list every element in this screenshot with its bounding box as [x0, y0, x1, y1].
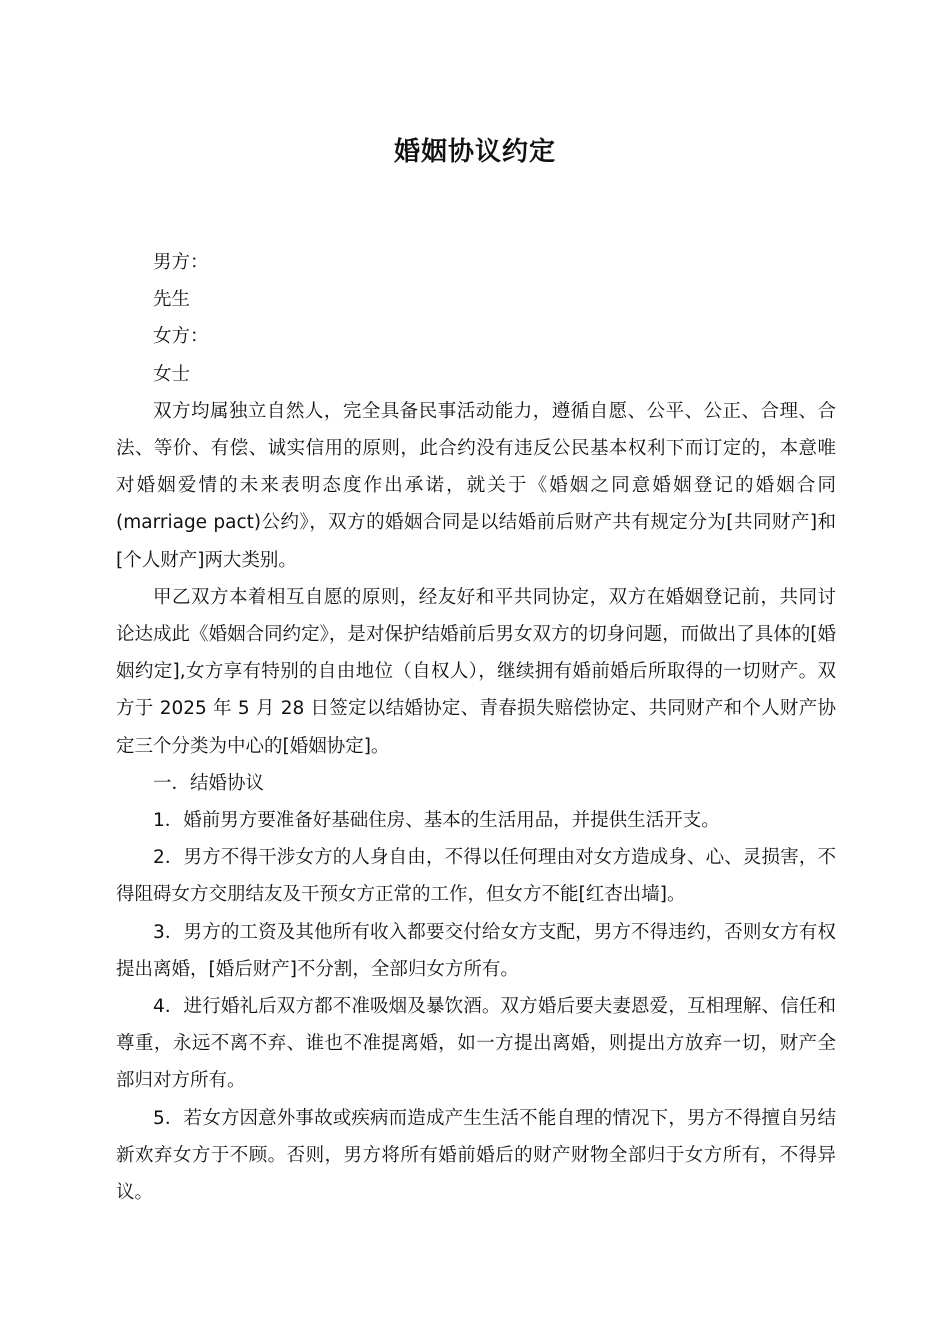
document-title: 婚姻协议约定: [393, 137, 556, 167]
clause-4: 4．进行婚礼后双方都不准吸烟及暴饮酒。双方婚后要夫妻恩爱，互相理解、信任和尊重，永远不离不弃、谁也不准提离婚，如一方提出离婚，则提出方放弃一切，财产全部归对方所有。: [116, 996, 836, 1092]
male-party-title: 先生: [153, 289, 191, 311]
male-party-label: 男方：: [153, 252, 209, 273]
female-party-label: 女方：: [153, 326, 209, 348]
section-heading-marriage-agreement: 一．结婚协议: [153, 772, 265, 794]
agreement-intro-paragraph: 甲乙双方本着相互自愿的原则，经友好和平共同协定，双方在婚姻登记前，共同讨论达成此《婚姻合同约定》，是对保护结婚前后男女双方的切身问题，而做出了具体的[婚姻约定],女方享有特别的自由地位（自权人），继续拥有婚前婚后所取得的一切财产。双方于 2025 年 5 月 28 日签定以结婚协定、青春损失赔偿协定、共同财产和个人财产协定三个分类为中心的[婚姻协定]。: [116, 586, 836, 757]
clause-5: 5．若女方因意外事故或疾病而造成产生生活不能自理的情况下，男方不得擅自另结新欢弃女方于不顾。否则，男方将所有婚前婚后的财产财物全部归于女方所有，不得异议。: [116, 1107, 836, 1204]
clause-2: 2．男方不得干涉女方的人身自由，不得以任何理由对女方造成身、心、灵损害，不得阻碍女方交朋结友及干预女方正常的工作，但女方不能[红杏出墙]。: [116, 847, 836, 906]
female-party-title: 女士: [153, 363, 191, 385]
clause-1: 1．婚前男方要准备好基础住房、基本的生活用品，并提供生活开支。: [153, 810, 720, 832]
clause-3: 3．男方的工资及其他所有收入都要交付给女方支配，男方不得违约，否则女方有权提出离婚，[婚后财产]不分割，全部归女方所有。: [116, 921, 836, 980]
document-body: [116, 244, 836, 1211]
preamble-paragraph: 双方均属独立自然人，完全具备民事活动能力，遵循自愿、公平、公正、合理、合法、等价、有偿、诚实信用的原则，此合约没有违反公民基本权利下而订定的，本意唯对婚姻爱情的未来表明态度作出承诺，就关于《婚姻之同意婚姻登记的婚姻合同(marriage pact)公约》，双方的婚姻合同是以结婚前后财产共有规定分为[共同财产]和[个人财产]两大类别。: [116, 400, 836, 571]
